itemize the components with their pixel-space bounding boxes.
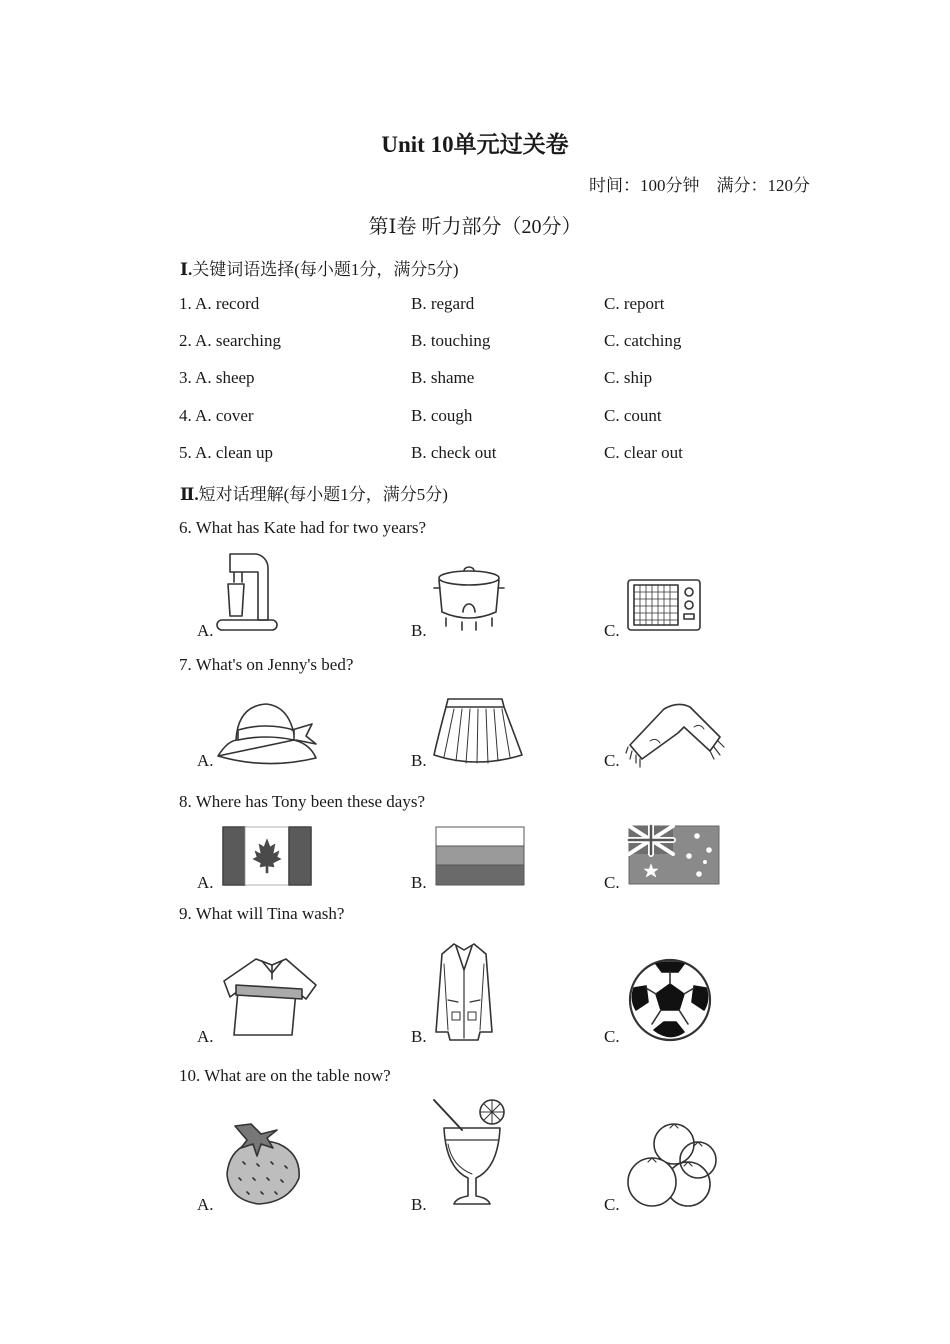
q5-option-c: C. clear out [604,443,683,462]
page-title: Unit 10单元过关卷 [381,132,569,157]
australia-flag-icon [629,826,721,886]
soccer-ball-icon [626,958,714,1044]
canada-flag-icon [223,827,311,887]
oranges-icon [626,1120,718,1210]
q6-label-b: B. [411,621,427,640]
q6-label-a: A. [197,621,214,640]
t-shirt-icon [222,955,320,1039]
q9-label-a: A. [197,1027,214,1046]
q1-option-c: C. report [604,294,665,313]
q10-label-a: A. [197,1195,214,1214]
q6-label-c: C. [604,621,620,640]
q7-label-c: C. [604,751,620,770]
q1-option-b: B. regard [411,294,475,313]
skirt-icon [432,697,524,767]
q4-option-a: 4. A. cover [179,406,254,425]
q7-label-a: A. [197,751,214,770]
q2-option-c: C. catching [604,331,682,350]
q8-label-c: C. [604,873,620,892]
scarf-icon [624,697,724,769]
q8-label-b: B. [411,873,427,892]
q7-question: 7. What's on Jenny's bed? [179,655,354,674]
q3-option-c: C. ship [604,368,653,387]
q1-option-a: 1. A. record [179,294,260,313]
hat-icon [216,700,320,766]
exam-meta: 时间：100分钟 满分：120分 [589,176,810,195]
section-2-text: 短对话理解(每小题1分，满分5分) [198,485,448,504]
q9-label-c: C. [604,1027,620,1046]
juicer-icon [218,550,278,636]
section-1-heading [180,255,459,280]
section-2-heading [180,480,448,505]
q2-option-b: B. touching [411,331,491,350]
q10-question: 10. What are on the table now? [179,1066,391,1085]
q3-option-b: B. shame [411,368,475,387]
rice-cooker-icon [432,568,506,634]
q3-option-a: 3. A. sheep [179,368,255,387]
q9-label-b: B. [411,1027,427,1046]
microwave-oven-icon [626,578,704,634]
q10-label-c: C. [604,1195,620,1214]
q2-option-a: 2. A. searching [179,331,281,350]
q4-option-c: C. count [604,406,662,425]
q4-option-b: B. cough [411,406,473,425]
q8-question: 8. Where has Tony been these days? [179,792,426,811]
q10-label-b: B. [411,1195,427,1214]
coat-icon [434,940,494,1044]
q5-option-a: 5. A. clean up [179,443,273,462]
q8-label-a: A. [197,873,214,892]
part-title: 第Ⅰ卷 听力部分（20分） [368,216,582,238]
q7-label-b: B. [411,751,427,770]
q5-option-b: B. check out [411,443,497,462]
section-2-number: Ⅱ. [180,485,199,504]
section-1-number: Ⅰ. [180,260,193,279]
q6-question: 6. What has Kate had for two years? [179,518,427,537]
section-1-text: 关键词语选择(每小题1分，满分5分) [192,260,459,279]
q9-question: 9. What will Tina wash? [179,904,345,923]
strawberry-icon [221,1122,305,1208]
russia-flag-icon [436,827,526,887]
juice-glass-icon [432,1098,514,1208]
